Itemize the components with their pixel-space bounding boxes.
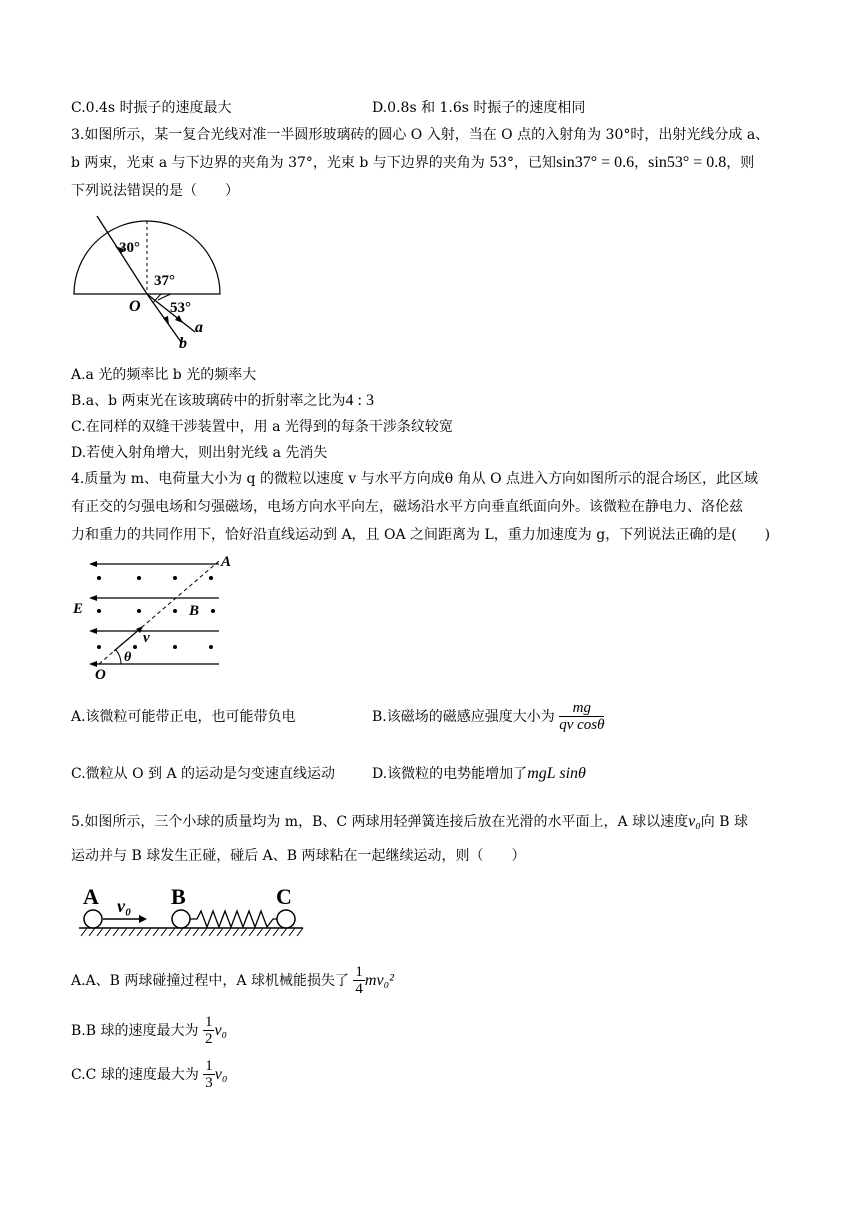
q3-stem-line1: 3.如图所示，某一复合光线对准一半圆形玻璃砖的圆心 O 入射，当在 O 点的入射角为 30°时，出射光线分成 a、 xyxy=(71,127,770,143)
q4-option-b: B.该磁场的磁感应强度大小为 $\frac{mg}{\text{qv cosθ}}$ xyxy=(372,700,605,733)
q5-option-c-fraction: $\frac{1}{3}$ xyxy=(205,1058,213,1091)
q4-label-a: A xyxy=(221,554,232,570)
q3-label-a: a xyxy=(195,319,203,336)
q5-label-c: C xyxy=(276,884,292,909)
q5-label-v0: v₀ xyxy=(117,896,132,916)
q5-stem-line2: 运动并与 B 球发生正碰，碰后 A、B 两球粘在一起继续运动，则（ ） xyxy=(71,848,526,864)
q4-label-v: v xyxy=(143,630,150,646)
q2-option-d: D.0.8s 和 1.6s 时振子的速度相同 xyxy=(372,100,586,116)
q4-label-theta: θ xyxy=(124,650,132,665)
q3-figure-semicircle xyxy=(71,212,221,352)
q4-stem-line2: 有正交的匀强电场和匀强磁场，电场方向水平向左，磁场沿水平方向垂直纸面向外。该微粒在静电力、洛伦兹 xyxy=(71,499,743,515)
q4-figure-field xyxy=(71,553,241,683)
q5-option-a-fraction: $\frac{1}{4}$ xyxy=(355,964,363,997)
q5-option-b: B.B 球的速度最大为 $\frac{1}{2}$ v₀ xyxy=(71,1014,228,1047)
q4-option-b-fraction: $\frac{mg}{\text{qv cosθ}}$ xyxy=(559,700,605,733)
q2-option-c: C.0.4s 时振子的速度最大 xyxy=(71,100,232,116)
q3-angle-b: 53° xyxy=(170,300,191,316)
q5-label-a: A xyxy=(83,884,99,909)
q3-label-b: b xyxy=(179,335,187,352)
q4-stem-line3: 力和重力的共同作用下，恰好沿直线运动到 A，且 OA 之间距离为 L，重力加速度为 g，下列说法正确的是( ) xyxy=(71,527,771,543)
q3-stem-line2: b 两束，光束 a 与下边界的夹角为 37°，光束 b 与下边界的夹角为 53°，已知sin37° = 0.6，sin53° = 0.8，则 xyxy=(71,154,755,171)
q3-label-o: O xyxy=(129,298,141,315)
q3-option-c: C.在同样的双缝干涉装置中，用 a 光得到的每条干涉条纹较宽 xyxy=(71,419,453,435)
q5-figure-balls-spring xyxy=(71,880,321,940)
q3-angle-a: 37° xyxy=(154,273,175,289)
q3-option-b: B.a、b 两束光在该玻璃砖中的折射率之比为4 : 3 xyxy=(71,392,374,409)
q5-stem-line1: 5.如图所示，三个小球的质量均为 m，B、C 两球用轻弹簧连接后放在光滑的水平面上，A 球以速度v₀向 B 球 xyxy=(71,813,748,830)
q3-angle-incident: 30° xyxy=(119,240,140,256)
q4-label-e: E xyxy=(73,601,84,617)
q4-stem-line1: 4.质量为 m、电荷量大小为 q 的微粒以速度 v 与水平方向成θ 角从 O 点进入方向如图所示的混合场区，此区域 xyxy=(71,471,759,487)
q5-option-c: C.C 球的速度最大为 $\frac{1}{3}$ v₀ xyxy=(71,1058,228,1091)
q4-option-c: C.微粒从 O 到 A 的运动是匀变速直线运动 xyxy=(71,766,336,782)
q5-option-a: A.A、B 两球碰撞过程中，A 球机械能损失了 $\frac{1}{4}$ mv₀² xyxy=(71,964,394,997)
q3-stem-line3: 下列说法错误的是（ ） xyxy=(71,183,239,199)
q3-option-d: D.若使入射角增大，则出射光线 a 先消失 xyxy=(71,445,328,461)
q4-label-o: O xyxy=(95,667,106,683)
q5-option-b-fraction: $\frac{1}{2}$ xyxy=(204,1014,213,1047)
q4-label-b: B xyxy=(189,603,200,619)
q4-option-d: D.该微粒的电势能增加了mgL sinθ xyxy=(372,765,586,782)
q4-option-a: A.该微粒可能带正电，也可能带负电 xyxy=(71,709,296,725)
q5-label-b: B xyxy=(171,884,186,909)
q3-option-a: A.a 光的频率比 b 光的频率大 xyxy=(71,367,257,383)
